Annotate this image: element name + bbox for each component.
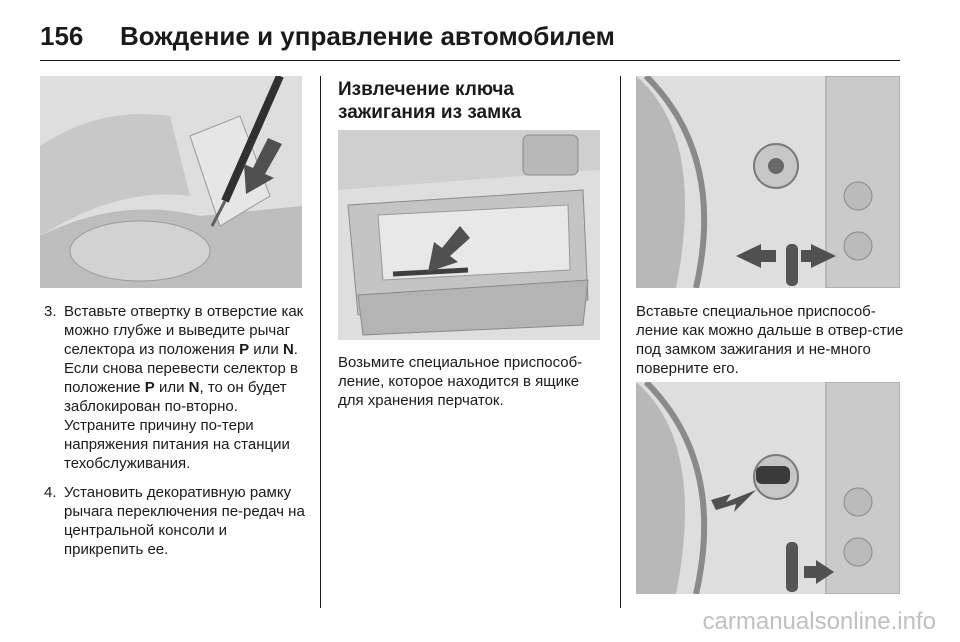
step-text-segment: или (249, 341, 283, 358)
step-number: 3. (44, 303, 57, 320)
step-text-segment: Вставьте отвертку в отверстие как можно глубже и выведите рычаг селектора из положения (64, 303, 304, 358)
instruction-step (40, 483, 308, 559)
step-text-segment: . Если снова перевести селектор в положение (64, 341, 298, 396)
section-title: Извлечение ключа зажигания из замка (338, 79, 522, 123)
instruction-paragraph: Возьмите специальное приспособ-ление, которое находится в ящике для хранения перчаток. (338, 354, 583, 409)
selector-position-label: N (188, 379, 200, 396)
watermark: carmanualsonline.info (702, 608, 936, 635)
page-number: 156 (40, 20, 84, 51)
ignition-tool-insert-illustration (636, 76, 900, 288)
selector-position-label: N (282, 341, 294, 358)
step-text-segment: , то он будет заблокирован по-вторно. Устраните причину по-тери напряжения питания на станции техобслуживания. (64, 379, 290, 472)
page-header (40, 16, 615, 56)
glovebox-tool-illustration (338, 130, 600, 340)
selector-position-label: P (144, 379, 155, 396)
header-rule (40, 60, 900, 61)
step-number: 4. (44, 484, 57, 501)
instruction-step (40, 302, 308, 473)
ignition-key-removal-illustration (636, 382, 900, 594)
step-text-segment: или (154, 379, 189, 396)
step-text-segment: Установить декоративную рамку рычага переключения пе-редач на центральной консоли и прикрепить ее. (64, 484, 305, 558)
instruction-steps (40, 302, 308, 569)
selector-position-label: P (239, 341, 250, 358)
column-divider (320, 76, 321, 608)
column-divider (620, 76, 621, 608)
instruction-paragraph: Вставьте специальное приспособ-ление как можно дальше в отвер-стие под замком зажигания и не-много поверните его. (636, 303, 904, 377)
gear-selector-screwdriver-illustration (40, 76, 302, 288)
page-title: Вождение и управление автомобилем (120, 20, 615, 51)
